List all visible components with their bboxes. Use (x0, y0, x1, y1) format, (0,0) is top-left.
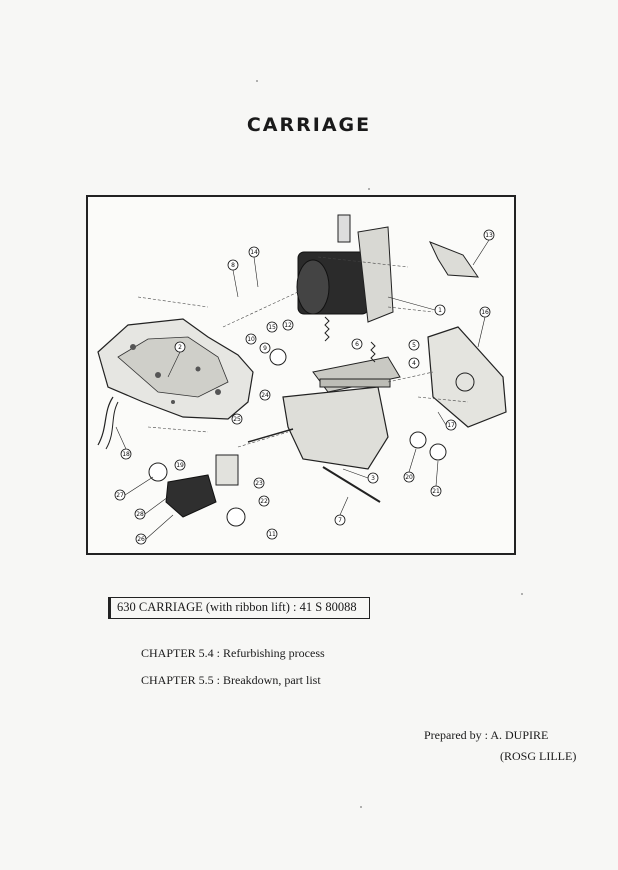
page-title: CARRIAGE (246, 114, 372, 136)
svg-text:17: 17 (447, 422, 455, 429)
svg-text:8: 8 (231, 262, 235, 269)
svg-text:16: 16 (481, 309, 489, 316)
svg-text:19: 19 (176, 462, 184, 469)
svg-text:22: 22 (260, 498, 268, 505)
svg-text:7: 7 (338, 517, 342, 524)
svg-text:26: 26 (137, 536, 145, 543)
svg-text:1: 1 (438, 307, 442, 314)
svg-text:10: 10 (247, 336, 255, 343)
svg-text:5: 5 (412, 342, 416, 349)
svg-text:6: 6 (355, 341, 359, 348)
organization: (ROSG LILLE) (500, 749, 577, 763)
svg-text:9: 9 (263, 345, 267, 352)
svg-text:24: 24 (261, 392, 269, 399)
svg-text:20: 20 (405, 474, 413, 481)
svg-text:12: 12 (284, 322, 292, 329)
svg-text:21: 21 (432, 488, 440, 495)
svg-text:23: 23 (255, 480, 263, 487)
scan-speck (360, 806, 362, 808)
chapter-5-4-line: CHAPTER 5.4 : Refurbishing process (141, 646, 325, 660)
chapter-5-5-line: CHAPTER 5.5 : Breakdown, part list (141, 673, 321, 687)
svg-text:3: 3 (371, 475, 375, 482)
svg-text:14: 14 (250, 249, 258, 256)
part-reference-box: 630 CARRIAGE (with ribbon lift) : 41 S 80088 (108, 597, 370, 619)
svg-text:18: 18 (122, 451, 130, 458)
prepared-by: Prepared by : A. DUPIRE (424, 728, 549, 742)
scan-speck (256, 80, 258, 82)
svg-text:11: 11 (268, 531, 276, 538)
svg-text:25: 25 (233, 416, 241, 423)
exploded-diagram (86, 195, 516, 555)
carriage-exploded-view (88, 197, 518, 557)
svg-text:4: 4 (412, 360, 416, 367)
svg-text:2: 2 (178, 344, 182, 351)
svg-text:13: 13 (485, 232, 493, 239)
svg-text:27: 27 (116, 492, 124, 499)
svg-text:28: 28 (136, 511, 144, 518)
scan-speck (368, 188, 370, 190)
scan-speck (521, 593, 523, 595)
svg-text:15: 15 (268, 324, 276, 331)
